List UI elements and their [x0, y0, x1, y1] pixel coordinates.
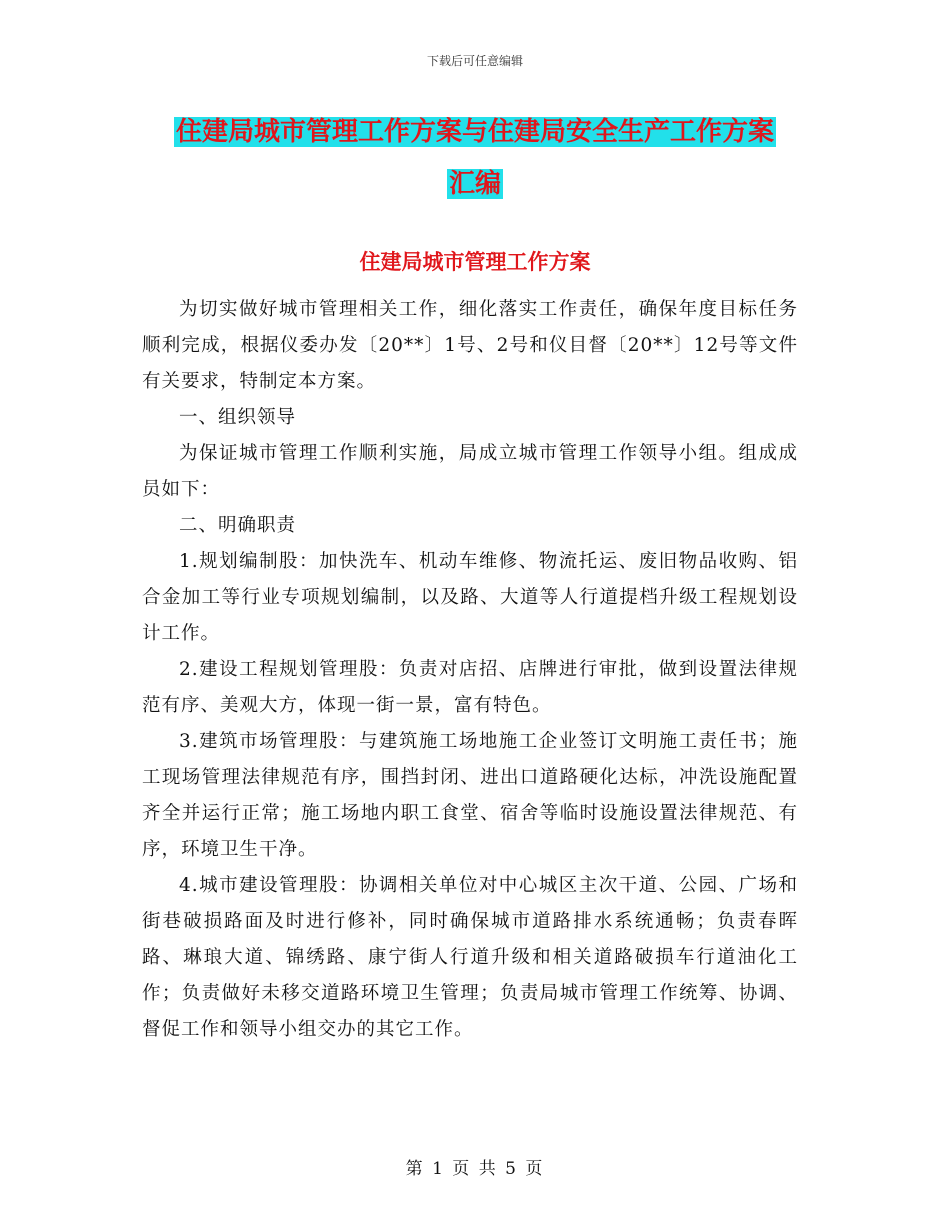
header-note: 下载后可任意编辑	[426, 54, 523, 68]
document-body	[142, 292, 798, 1048]
heading-organization: 一、组织领导	[179, 407, 297, 428]
heading-responsibilities: 二、明确职责	[179, 515, 297, 536]
section-title: 住建局城市管理工作方案	[359, 250, 591, 274]
paragraph-duty-4: 4.城市建设管理股：协调相关单位对中心城区主次干道、公园、广场和街巷破损路面及时进行修补，同时确保城市道路排水系统通畅；负责春晖路、琳琅大道、锦绣路、康宁街人行道升级和相关道路破损车行道油化工作；负责做好未移交道路环境卫生管理；负责局城市管理工作统筹、协调、督促工作和领导小组交办的其它工作。	[142, 875, 798, 1040]
paragraph-duty-3: 3.建筑市场管理股：与建筑施工场地施工企业签订文明施工责任书；施工现场管理法律规范有序，围挡封闭、进出口道路硬化达标，冲洗设施配置齐全并运行正常；施工场地内职工食堂、宿舍等临时设施设置法律规范、有序，环境卫生干净。	[142, 731, 798, 860]
paragraph-duty-1: 1.规划编制股：加快洗车、机动车维修、物流托运、废旧物品收购、铝合金加工等行业专项规划编制，以及路、大道等人行道提档升级工程规划设计工作。	[142, 551, 798, 644]
paragraph-organization: 为保证城市管理工作顺利实施，局成立城市管理工作领导小组。组成成员如下：	[142, 443, 798, 500]
page-footer: 第 1 页 共 5 页	[405, 1159, 545, 1179]
document-title-line-1: 住建局城市管理工作方案与住建局安全生产工作方案	[175, 117, 774, 147]
paragraph-intro: 为切实做好城市管理相关工作，细化落实工作责任，确保年度目标任务顺利完成，根据仪委办发〔20**〕1号、2号和仪目督〔20**〕12号等文件有关要求，特制定本方案。	[142, 299, 798, 392]
document-title	[140, 106, 810, 210]
document-title-line-2: 汇编	[448, 169, 501, 199]
paragraph-duty-2: 2.建设工程规划管理股：负责对店招、店牌进行审批，做到设置法律规范有序、美观大方，体现一街一景，富有特色。	[142, 659, 798, 716]
